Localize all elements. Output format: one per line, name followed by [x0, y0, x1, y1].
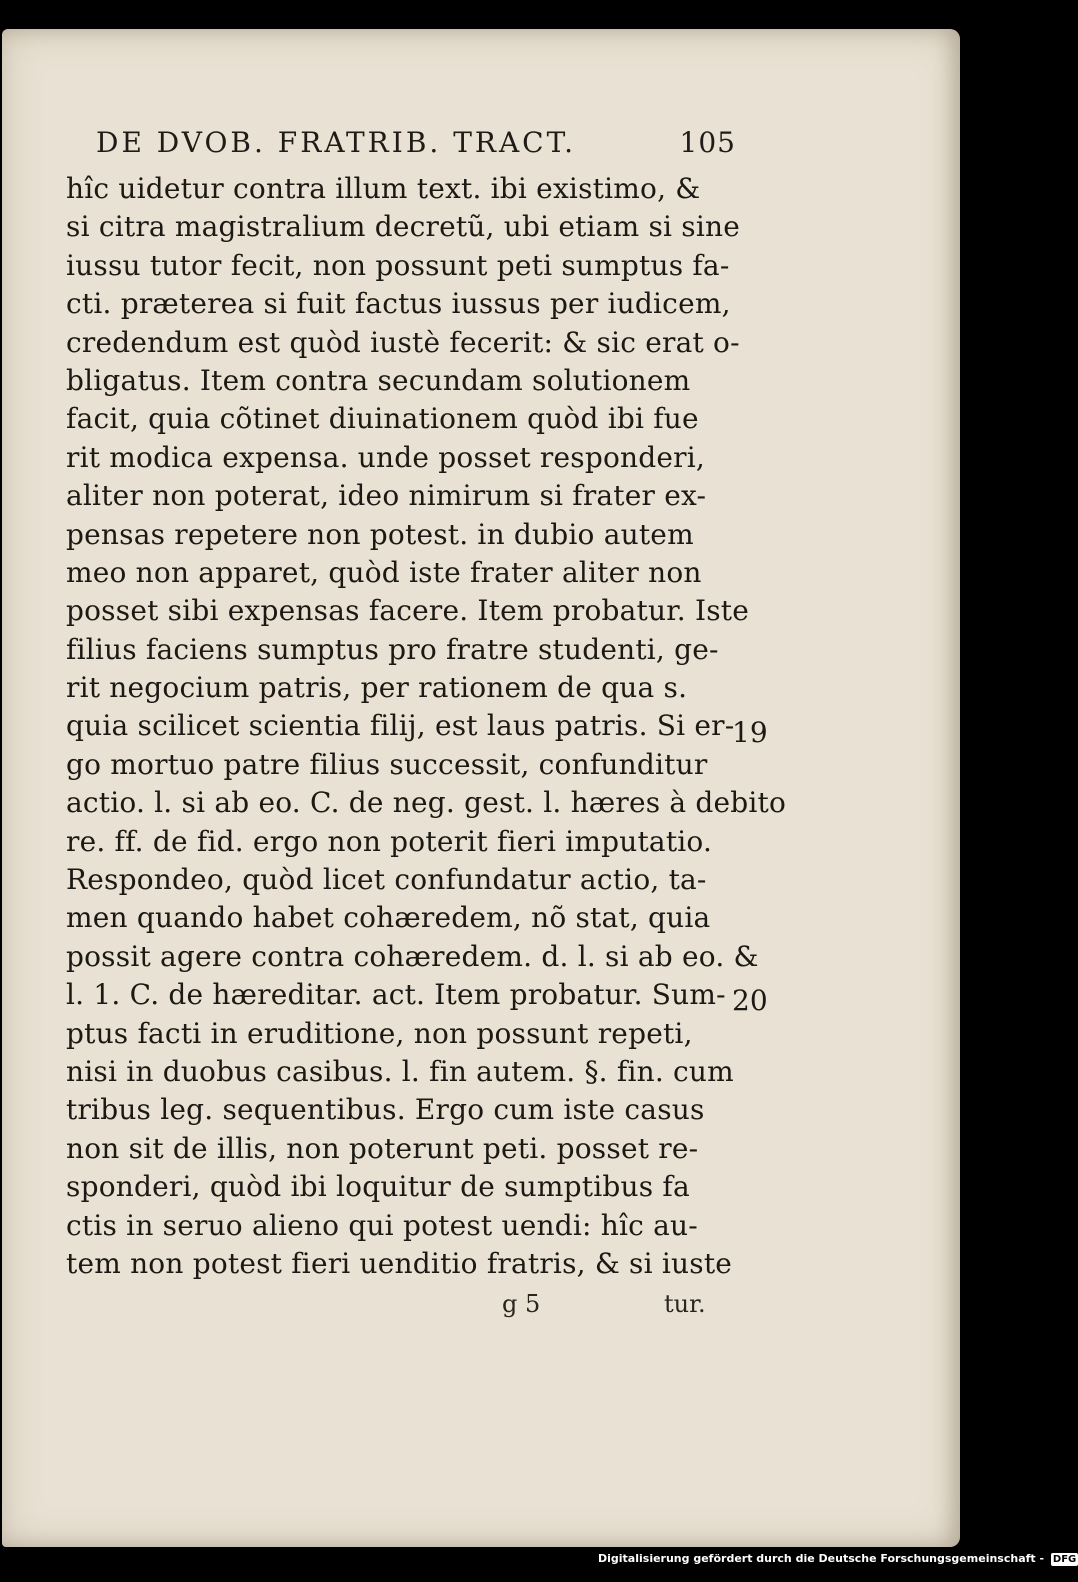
catchword: tur.: [664, 1290, 706, 1318]
text-line: sponderi, quòd ibi loquitur de sumptibus fa: [66, 1170, 690, 1204]
credit-text: Digitalisierung gefördert durch die Deutsche Forschungsgemeinschaft -: [598, 1552, 1045, 1565]
text-line: possit agere contra cohæredem. d. l. si ab eo. &: [66, 939, 759, 973]
text-line: iussu tutor fecit, non possunt peti sumptus fa-: [66, 248, 730, 282]
text-line: go mortuo patre filius successit, confunditur: [66, 747, 708, 781]
text-line: tem non potest fieri uenditio fratris, & si iuste: [66, 1246, 733, 1280]
folio-number: 105: [679, 126, 736, 159]
text-line: quia scilicet scientia filij, est laus patris. Si er-: [66, 709, 735, 743]
text-line: cti. præterea si fuit factus iussus per iudicem,: [66, 287, 731, 321]
signature-mark: g 5: [502, 1290, 541, 1318]
margin-note-number: 20: [732, 984, 768, 1017]
text-line: pensas repetere non potest. in dubio autem: [66, 517, 694, 551]
text-line: non sit de illis, non poterunt peti. posset re-: [66, 1131, 699, 1165]
margin-note-number: 19: [732, 716, 768, 749]
text-line: actio. l. si ab eo. C. de neg. gest. l. hæres à debito: [66, 786, 787, 820]
text-line: posset sibi expensas facere. Item probatur. Iste: [66, 594, 749, 628]
running-header: [96, 122, 736, 170]
text-line: Respondeo, quòd licet confundatur actio, ta-: [66, 863, 707, 897]
text-line: aliter non poterat, ideo nimirum si frater ex-: [66, 479, 707, 513]
text-line: ptus facti in eruditione, non possunt repeti,: [66, 1016, 693, 1050]
text-line: tribus leg. sequentibus. Ergo cum iste casus: [66, 1093, 705, 1127]
text-line: ctis in seruo alieno qui potest uendi: hîc au-: [66, 1208, 698, 1242]
text-line: nisi in duobus casibus. l. fin autem. §. fin. cum: [66, 1054, 734, 1088]
dfg-logo-icon: DFG: [1052, 1554, 1077, 1565]
text-line: hîc uidetur contra illum text. ibi existimo, &: [66, 172, 701, 205]
text-line: re. ff. de fid. ergo non poterit fieri imputatio.: [66, 824, 713, 858]
text-line: facit, quia cõtinet diuinationem quòd ibi fue: [66, 402, 699, 436]
digitization-credit: [598, 1552, 1078, 1566]
text-line: rit negocium patris, per rationem de qua s.: [66, 671, 688, 705]
text-line: credendum est quòd iustè fecerit: & sic erat o-: [66, 325, 740, 359]
text-line: bligatus. Item contra secundam solutionem: [66, 363, 691, 397]
running-title: DE DVOB. FRATRIB. TRACT.: [96, 126, 577, 159]
text-line: filius faciens sumptus pro fratre studenti, ge-: [66, 632, 719, 666]
text-line: rit modica expensa. unde posset responderi,: [66, 440, 705, 474]
text-line: si citra magistralium decretũ, ubi etiam si sine: [66, 210, 741, 244]
text-line: men quando habet cohæredem, nõ stat, quia: [66, 901, 711, 935]
text-line: meo non apparet, quòd iste frater aliter non: [66, 555, 702, 589]
text-line: l. 1. C. de hæreditar. act. Item probatur. Sum-: [66, 978, 726, 1012]
